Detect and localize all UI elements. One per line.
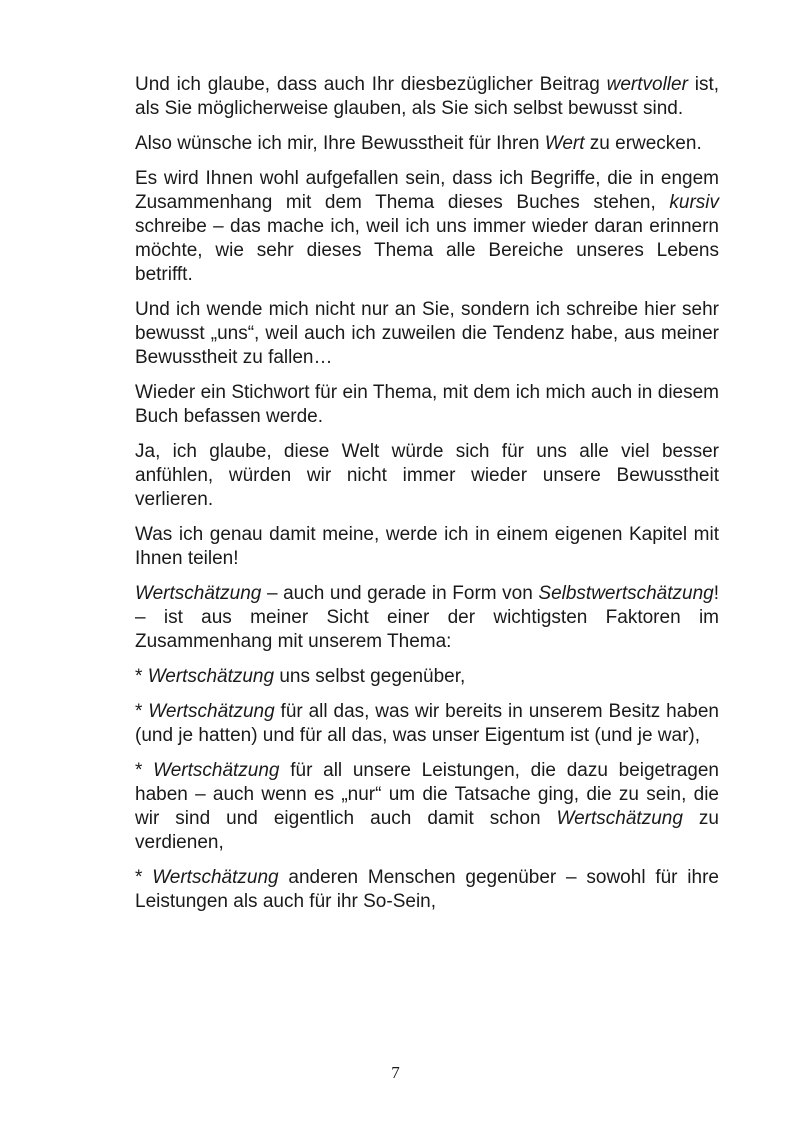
text-run: Es wird Ihnen wohl aufgefallen sein, dass ich Begriffe, die in engem Zusammenhang mit dem Thema dieses Buches stehen, <box>135 168 719 213</box>
text-run: Ja, ich glaube, diese Welt würde sich für uns alle viel besser anfühlen, würden wir nicht immer wieder unsere Bewusstheit verlieren. <box>135 441 719 510</box>
text-run: Und ich wende mich nicht nur an Sie, sondern ich schreibe hier sehr bewusst „uns“, weil auch ich zuweilen die Tendenz habe, aus meiner Bewusstheit zu fallen… <box>135 299 719 368</box>
emphasized-text: Wertschätzung <box>152 867 279 888</box>
text-run: * <box>135 701 149 722</box>
text-run: ! – ist aus meiner Sicht einer der wichtigsten Faktoren im Zusammenhang mit unserem Thema: <box>135 583 719 652</box>
emphasized-text: Selbstwertschätzung <box>538 583 714 604</box>
emphasized-text: Wert <box>544 133 585 154</box>
text-run: * <box>135 760 154 781</box>
body-text <box>135 73 719 925</box>
text-run: für all das, was wir bereits in unserem Besitz haben (und je hatten) und für all das, was unser Eigentum ist (und je war), <box>135 701 719 746</box>
paragraph <box>135 440 719 512</box>
text-run: für all unsere Leistungen, die dazu beigetragen haben – auch wenn es „nur“ um die Tatsache ging, die zu sein, die wir sind und eigentlich auch damit schon <box>135 760 719 829</box>
emphasized-text: Wertschätzung <box>556 808 683 829</box>
emphasized-text: wertvoller <box>606 74 688 95</box>
emphasized-text: kursiv <box>669 192 719 213</box>
text-run: schreibe – das mache ich, weil ich uns immer wieder daran erinnern möchte, wie sehr dieses Thema alle Bereiche unseres Lebens betrifft. <box>135 216 719 285</box>
paragraph <box>135 132 719 156</box>
paragraph <box>135 167 719 287</box>
text-run: Also wünsche ich mir, Ihre Bewusstheit für Ihren <box>135 133 545 154</box>
paragraph <box>135 582 719 654</box>
paragraph <box>135 381 719 429</box>
text-run: * <box>135 666 148 687</box>
page-number: 7 <box>391 1063 400 1082</box>
emphasized-text: Wertschätzung <box>153 760 280 781</box>
text-run: * <box>135 867 153 888</box>
paragraph <box>135 523 719 571</box>
paragraph <box>135 866 719 914</box>
text-run: zu erwecken. <box>584 133 702 154</box>
emphasized-text: Wertschätzung <box>147 666 275 687</box>
text-run: Und ich glaube, dass auch Ihr diesbezüglicher Beitrag <box>135 74 607 95</box>
text-run: uns selbst gegenüber, <box>274 666 466 687</box>
text-run: zu verdienen, <box>135 808 719 853</box>
text-run: Wieder ein Stichwort für ein Thema, mit dem ich mich auch in diesem Buch befassen werde. <box>135 382 719 427</box>
text-run: Was ich genau damit meine, werde ich in einem eigenen Kapitel mit Ihnen teilen! <box>135 524 719 569</box>
emphasized-text: Wertschätzung <box>148 701 275 722</box>
paragraph <box>135 759 719 855</box>
text-run: – auch und gerade in Form von <box>261 583 539 604</box>
text-run: ist, als Sie möglicherweise glauben, als Sie sich selbst bewusst sind. <box>135 74 719 119</box>
emphasized-text: Wertschätzung <box>135 583 262 604</box>
paragraph <box>135 298 719 370</box>
paragraph <box>135 73 719 121</box>
text-run: anderen Menschen gegenüber – sowohl für ihre Leistungen als auch für ihr So-Sein, <box>135 867 719 912</box>
paragraph <box>135 700 719 748</box>
paragraph <box>135 665 719 689</box>
